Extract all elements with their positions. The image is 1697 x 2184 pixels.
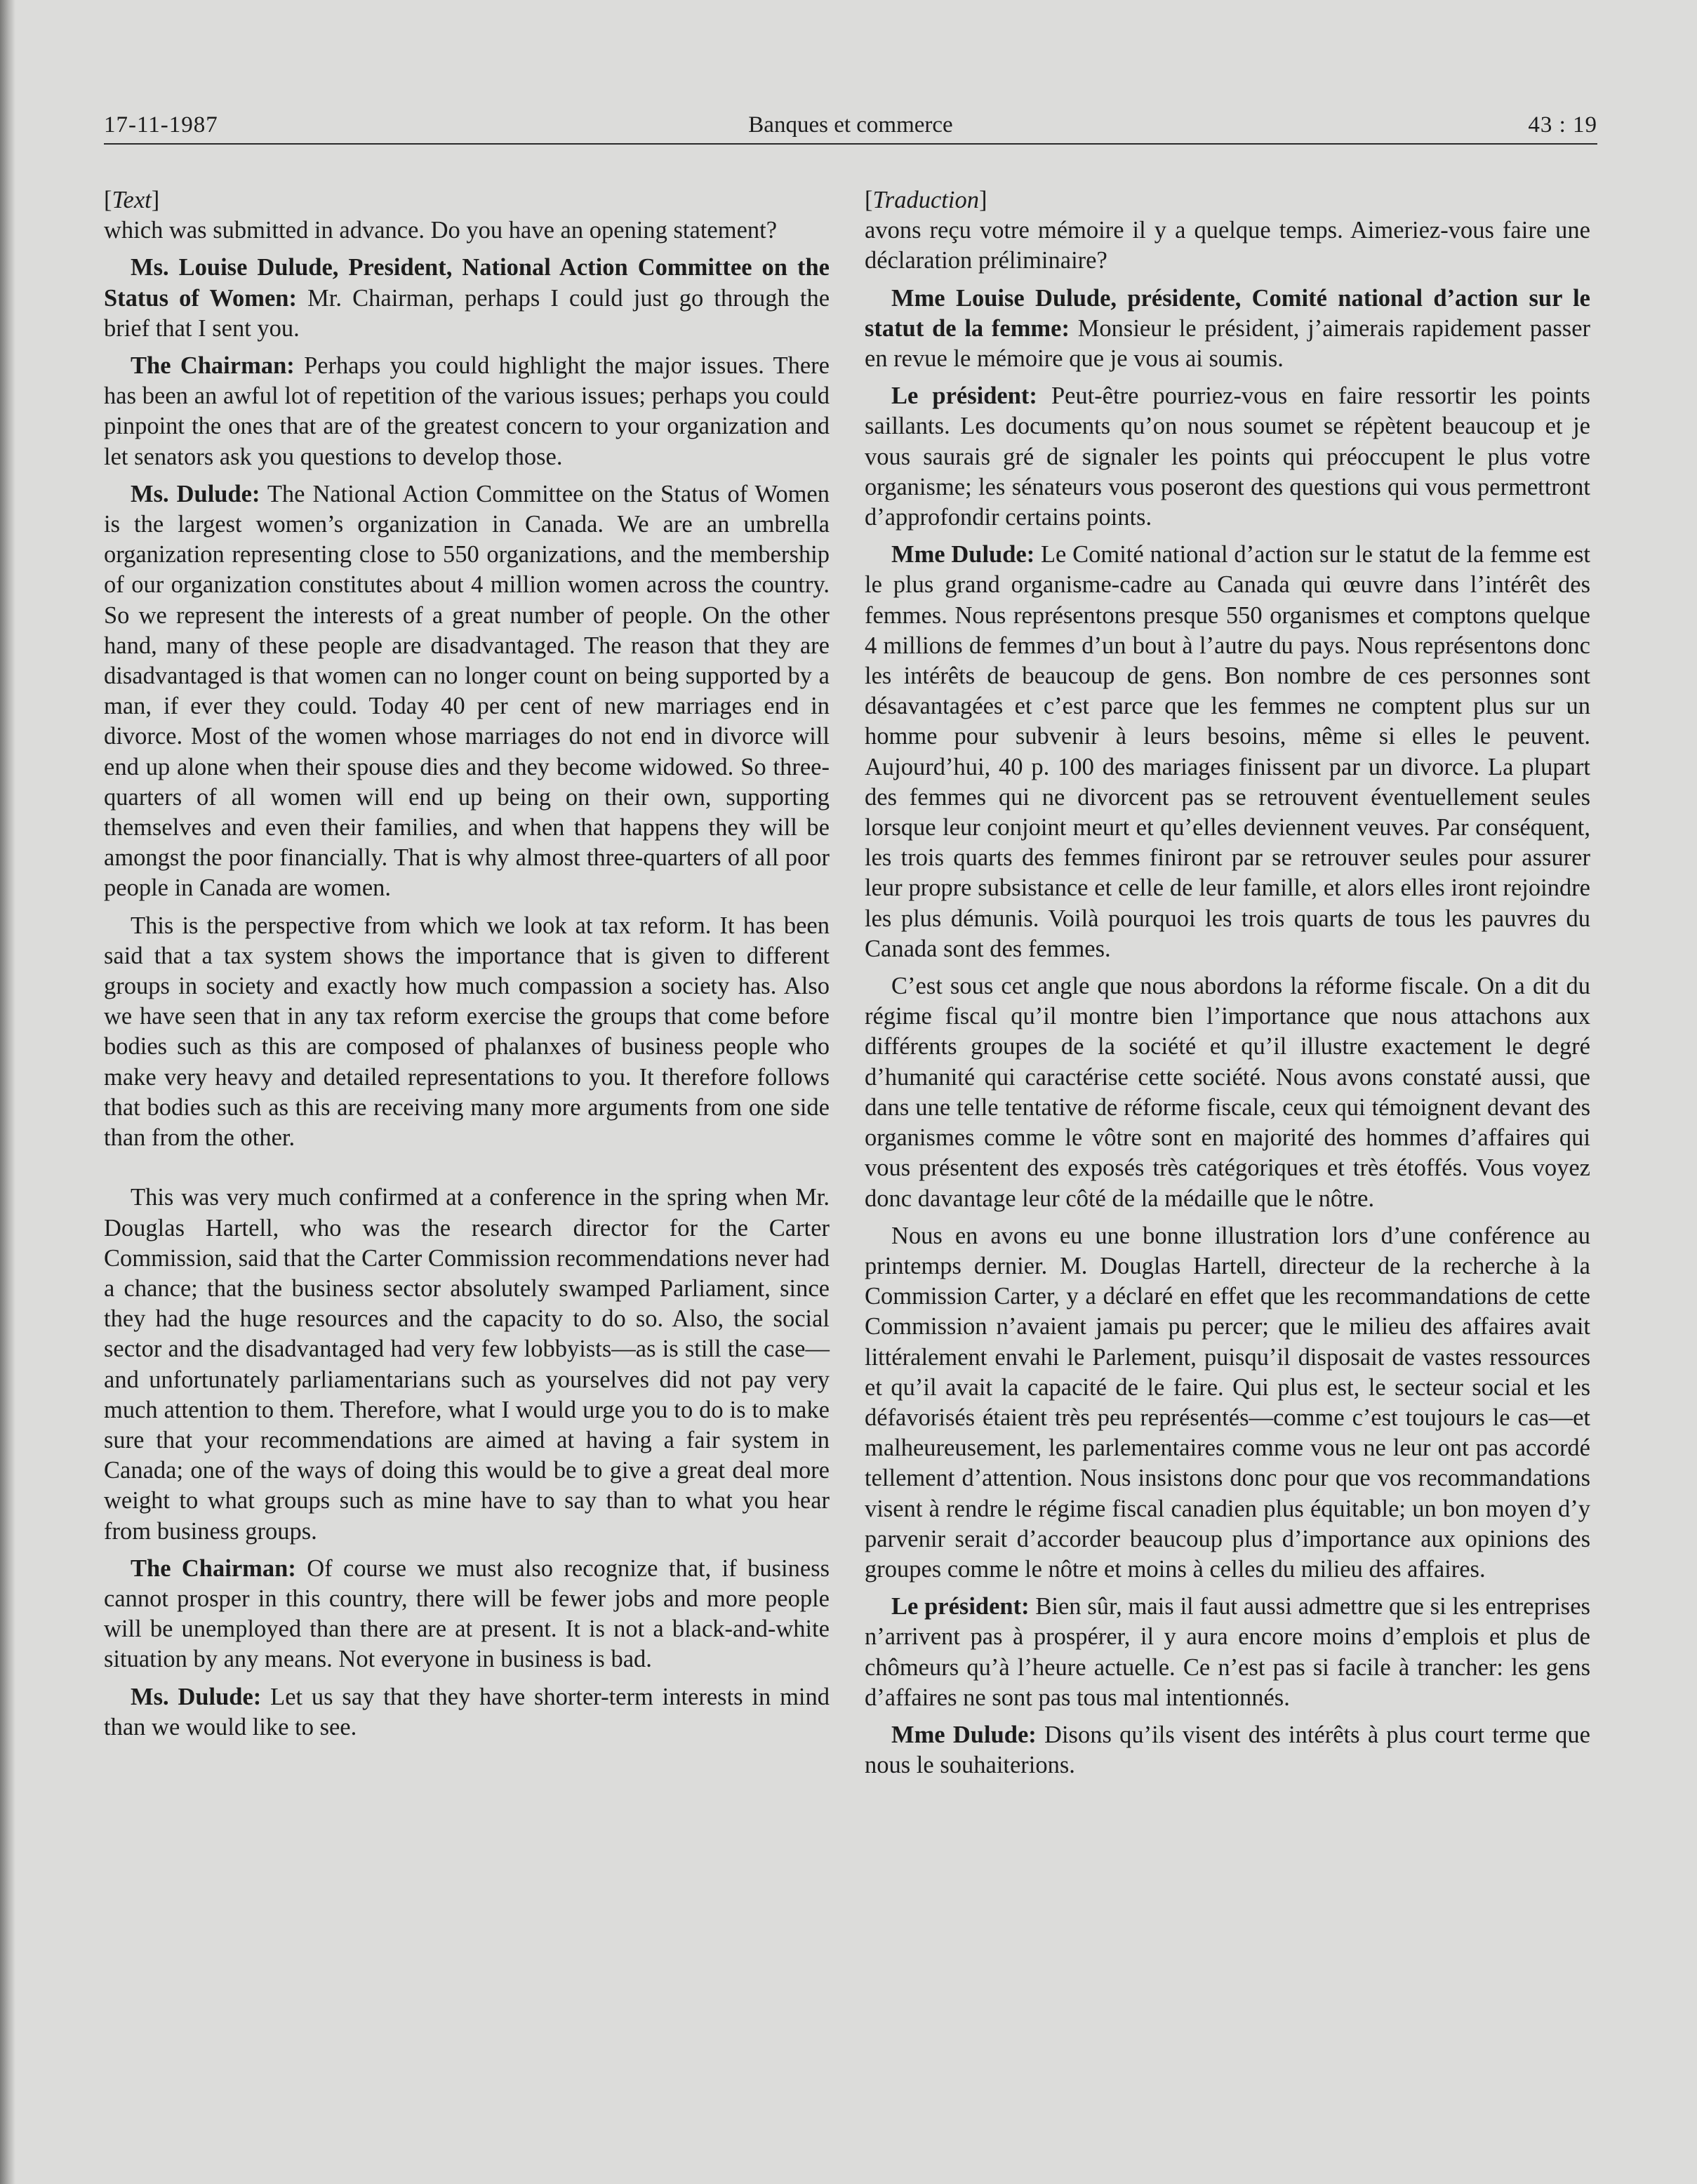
paragraph: This was very much confirmed at a conference in the spring when Mr. Douglas Hartell, who was the research director for the Carter Commission, said that the Carter Commission recommendations never had a chance; that the business sector absolutely swamped Parliament, since they had the huge resources and the capacity to do so. Also, the social sector and the disadvantaged had very few lobbyists—as is still the case—and unfortunately parliamentarians such as yourselves did not pay very much attention to them. Therefore, what I would urge you to do is to make sure that your recommendations are aimed at having a fair system in Canada; one of the ways of doing this would be to give a great deal more weight to what groups such as mine have to say than to what you hear from business groups. xyxy=(104,1184,830,1545)
speaker-name: Ms. Louise Dulude, President, National Action Committee on the Status of Women: xyxy=(104,254,830,312)
speech-paragraph: Ms. Dulude: Let us say that they have shorter-term interests in mind than we would like to see. xyxy=(104,1683,830,1740)
speech-paragraph: Le président: Bien sûr, mais il faut aussi admettre que si les entreprises n’arrivent pas à prospérer, il y aura encore moins d’emplois et plus de chômeurs qu’à l’heure actuelle. Ce n’est pas si facile à trancher: les gens d’affaires ne sont pas tous mal intentionnés. xyxy=(865,1593,1590,1711)
paragraph: avons reçu votre mémoire il y a quelque temps. Aimeriez-vous faire une déclaration préliminaire? xyxy=(865,217,1590,274)
speech-paragraph: Mme Dulude: Le Comité national d’action sur le statut de la femme est le plus grand organisme-cadre au Canada qui œuvre dans l’intérêt des femmes. Nous représentons presque 550 organismes et comptons quelque 4 millions de femmes d’un bout à l’autre du pays. Nous représentons donc les intérêts de beaucoup de gens. Bon nombre de ces personnes sont désavantagées et c’est parce que les femmes ne comptent plus sur un homme pour subvenir à leurs besoins, même si elles le peuvent. Aujourd’hui, 40 p. 100 des mariages finissent par un divorce. La plupart des femmes qui ne divorcent pas se retrouvent éventuellement seules lorsque leur conjoint meurt et qu’elles deviennent veuves. Par conséquent, les trois quarts des femmes finiront par se retrouver seules pour assurer leur propre subsistance et celle de leur famille, et alors elles iront rejoindre les plus démunis. Voilà pourquoi les trois quarts de tous les pauvres du Canada sont des femmes. xyxy=(865,541,1590,962)
speaker-name: Ms. Dulude: xyxy=(131,1683,262,1710)
paragraph: Nous en avons eu une bonne illustration lors d’une conférence au printemps dernier. M. Douglas Hartell, directeur de la recherche à la Commission Carter, y a déclaré en effet que les recommandations de cette Commission n’avaient jamais pu percer; que le milieu des affaires avait littéralement envahi le Parlement, puisqu’il disposait de vastes ressources et qu’il avait la capacité de le faire. Qui plus est, le secteur social et les défavorisés étaient très peu représentés—comme c’est toujours le cas—et malheureusement, les parlementaires comme vous ne leur ont pas accordé tellement d’attention. Nous insistons donc pour que vos recommandations visent à rendre le régime fiscal canadien plus équitable; un bon moyen d’y parvenir serait d’accorder beaucoup plus d’importance aux opinions des groupes comme le nôtre et moins à celles du milieu des affaires. xyxy=(865,1222,1590,1583)
header-title: Banques et commerce xyxy=(748,112,953,138)
speech-paragraph: Le président: Peut-être pourriez-vous en faire ressortir les points saillants. Les documents qu’on nous soumet se répètent beaucoup et je vous saurais gré de signaler les points qui préoccupent le plus votre organisme; les sénateurs vous poseront des questions qui vous permettront d’approfondir certains points. xyxy=(865,382,1590,531)
paragraph: C’est sous cet angle que nous abordons la réforme fiscale. On a dit du régime fiscal qu’il montre bien l’importance que nous attachons aux différents groupes de la société et qu’il illustre exactement le degré d’humanité qui caractérise cette société. Nous avons constaté aussi, que dans une telle tentative de réforme fiscale, ceux qui témoignent devant des organismes comme le vôtre sont en majorité des hommes d’affaires qui vous présentent des exposés très catégoriques et très étoffés. Vous voyez donc davantage leur côté de la médaille que le nôtre. xyxy=(865,973,1590,1212)
language-marker: [Traduction] xyxy=(865,187,987,213)
page-header xyxy=(104,109,1597,140)
speaker-name: The Chairman: xyxy=(131,352,295,380)
speech-paragraph: Mme Dulude: Disons qu’ils visent des intérêts à plus court terme que nous le souhaiterions. xyxy=(865,1721,1590,1779)
speaker-name: Mme Louise Dulude, présidente, Comité national d’action sur le statut de la femme: xyxy=(865,284,1590,342)
speaker-name: Ms. Dulude: xyxy=(131,480,260,507)
speech-paragraph: Ms. Dulude: The National Action Committee on the Status of Women is the largest women’s organization in Canada. We are an umbrella organization representing close to 550 organizations, and the membership of our organization constitutes about 4 million women across the country. So we represent the interests of a great number of people. On the other hand, many of these people are disadvantaged. The reason that they are disadvantaged is that women can no longer count on being supported by a man, if ever they could. Today 40 per cent of new marriages end in divorce. Most of the women whose marriages do not end in divorce will end up alone when their spouse dies and they become widowed. So three-quarters of all women will end up being on their own, supporting themselves and even their families, and when that happens they will be amongst the poor financially. That is why almost three-quarters of all poor people in Canada are women. xyxy=(104,480,830,902)
speaker-name: Le président: xyxy=(891,382,1037,410)
speech-paragraph: Mme Louise Dulude, présidente, Comité national d’action sur le statut de la femme: Monsieur le président, j’aimerais rapidement passer en revue le mémoire que je vous ai soumis. xyxy=(865,284,1590,373)
french-column xyxy=(865,185,1590,1787)
header-date: 17-11-1987 xyxy=(104,112,218,138)
speaker-name: Le président: xyxy=(891,1593,1030,1620)
speaker-name: The Chairman: xyxy=(131,1554,296,1582)
paragraph: which was submitted in advance. Do you have an opening statement? xyxy=(104,217,778,244)
speech-paragraph: The Chairman: Of course we must also recognize that, if business cannot prosper in this country, there will be fewer jobs and more people will be unemployed than there are at present. It is not a black-and-white situation by any means. Not everyone in business is bad. xyxy=(104,1554,830,1673)
header-rule xyxy=(104,143,1597,145)
speech-paragraph: Ms. Louise Dulude, President, National Action Committee on the Status of Women: Mr. Chairman, perhaps I could just go through the brief that I sent you. xyxy=(104,254,830,342)
binding-shadow xyxy=(0,0,15,2184)
english-column xyxy=(104,185,830,1750)
paragraph: This is the perspective from which we look at tax reform. It has been said that a tax system shows the importance that is given to different groups in society and exactly how much compassion a society has. Also we have seen that in any tax reform exercise the groups that come before bodies such as this are composed of phalanxes of business people who make very heavy and detailed representations to you. It therefore follows that bodies such as this are receiving many more arguments from one side than from the other. xyxy=(104,912,830,1152)
language-marker: [Text] xyxy=(104,187,160,213)
speaker-name: Mme Dulude: xyxy=(891,541,1035,568)
speaker-name: Mme Dulude: xyxy=(891,1721,1037,1748)
speech-paragraph: The Chairman: Perhaps you could highlight the major issues. There has been an awful lot of repetition of the various issues; perhaps you could pinpoint the ones that are of the greatest concern to your organization and let senators ask you questions to develop those. xyxy=(104,352,830,470)
header-page-number: 43 : 19 xyxy=(1528,112,1597,138)
